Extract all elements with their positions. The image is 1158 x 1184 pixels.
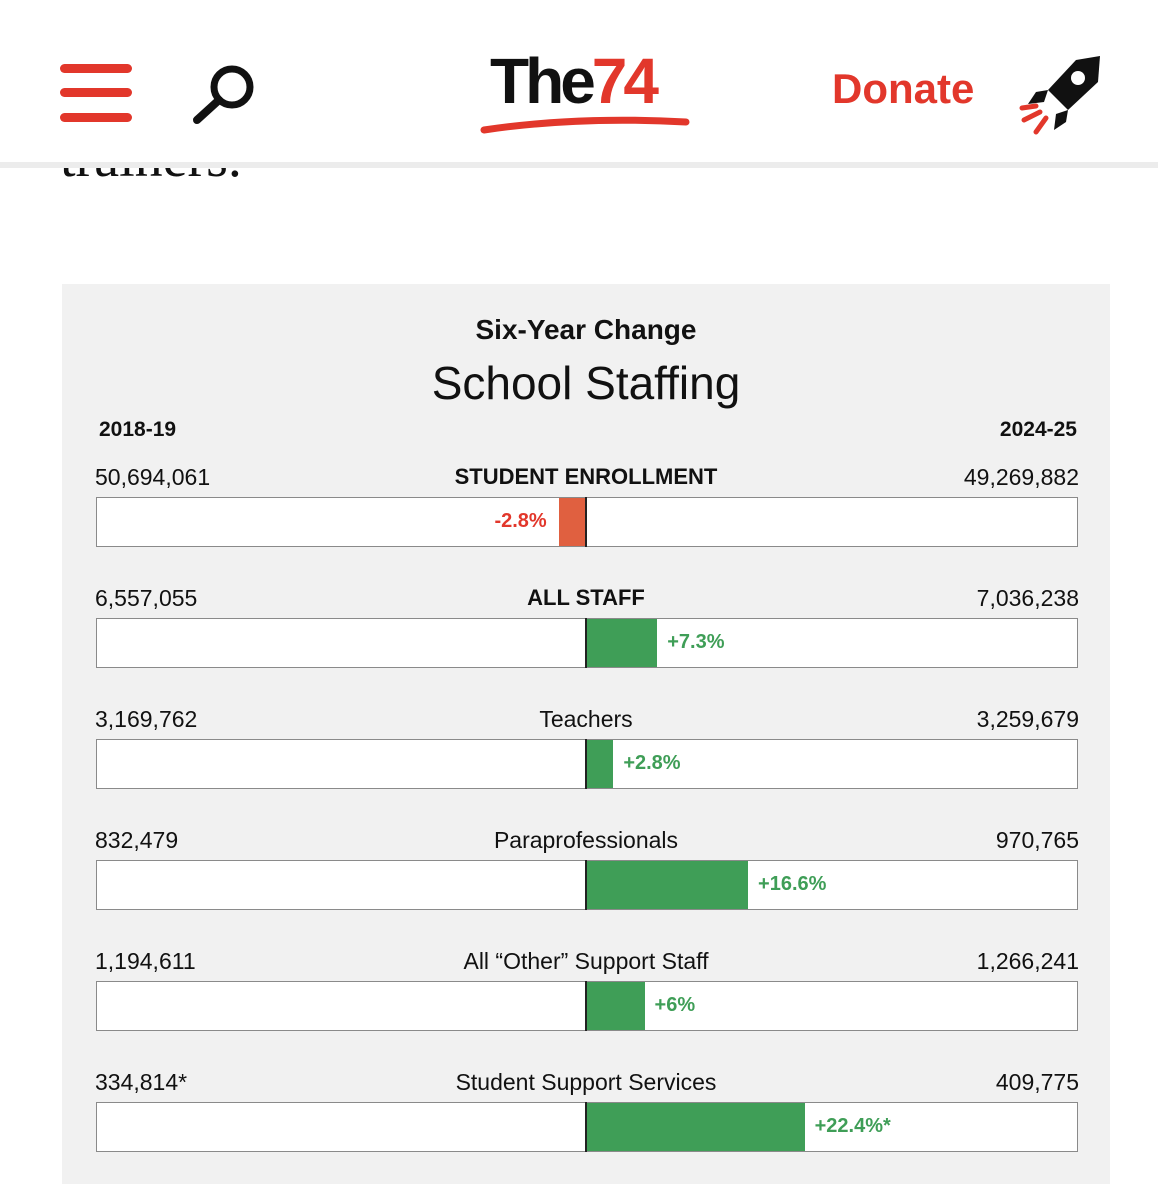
change-percent-label: +7.3% (667, 631, 725, 653)
chart-kicker: Six-Year Change (475, 314, 697, 345)
change-percent-label: +22.4%* (814, 1115, 891, 1137)
change-bar (586, 740, 613, 788)
period-start-label: 2018-19 (99, 418, 177, 441)
site-header (0, 0, 1158, 168)
chart-row (62, 464, 1110, 568)
chart-row (62, 827, 1110, 931)
category-label: ALL STAFF (527, 585, 645, 610)
zero-axis-line (585, 860, 587, 910)
change-bar (586, 1103, 805, 1151)
change-percent-label: -2.8% (494, 510, 547, 532)
change-bar (586, 982, 645, 1030)
zero-axis-line (585, 618, 587, 668)
category-label: Teachers (539, 706, 633, 732)
start-value-label: 1,194,611 (95, 948, 196, 974)
chart-row (62, 706, 1110, 810)
zero-axis-line (585, 739, 587, 789)
period-end-label: 2024-25 (999, 418, 1077, 441)
category-label: Paraprofessionals (493, 827, 679, 853)
bar-track (96, 860, 1078, 910)
rocket-icon[interactable] (1018, 50, 1108, 140)
category-label: Student Support Services (455, 1069, 717, 1095)
site-logo[interactable] (478, 44, 694, 140)
bar-track (96, 981, 1078, 1031)
start-value-label: 832,479 (95, 827, 179, 853)
logo-primary-text: The (490, 45, 592, 117)
end-value-label: 970,765 (995, 827, 1079, 853)
zero-axis-line (585, 1102, 587, 1152)
end-value-label: 1,266,241 (976, 948, 1079, 974)
logo-swoosh-icon (478, 110, 694, 136)
bar-track (96, 1102, 1078, 1152)
change-percent-label: +2.8% (623, 752, 681, 774)
category-label: All “Other” Support Staff (463, 948, 709, 974)
chart-row (62, 1069, 1110, 1173)
logo-number-text: 74 (591, 45, 655, 117)
end-value-label: 409,775 (995, 1069, 1079, 1095)
chart-row (62, 948, 1110, 1052)
donate-button[interactable]: Donate (832, 65, 975, 112)
chart-row (62, 585, 1110, 689)
chart-panel (62, 284, 1110, 1184)
start-value-label: 6,557,055 (95, 585, 198, 611)
change-bar (586, 861, 748, 909)
bar-track (96, 618, 1078, 668)
change-bar (586, 619, 657, 667)
zero-axis-line (585, 981, 587, 1031)
change-bar (559, 498, 586, 546)
start-value-label: 50,694,061 (95, 464, 211, 490)
change-percent-label: +6% (654, 994, 696, 1016)
start-value-label: 3,169,762 (95, 706, 198, 732)
change-percent-label: +16.6% (758, 873, 827, 895)
bar-track (96, 739, 1078, 789)
menu-icon[interactable] (60, 64, 132, 122)
end-value-label: 3,259,679 (976, 706, 1079, 732)
chart-title: School Staffing (431, 357, 741, 409)
zero-axis-line (585, 497, 587, 547)
category-label: STUDENT ENROLLMENT (454, 464, 718, 489)
end-value-label: 49,269,882 (963, 464, 1079, 490)
end-value-label: 7,036,238 (976, 585, 1079, 611)
bar-track (96, 497, 1078, 547)
search-icon[interactable] (190, 62, 264, 126)
start-value-label: 334,814* (95, 1069, 188, 1095)
